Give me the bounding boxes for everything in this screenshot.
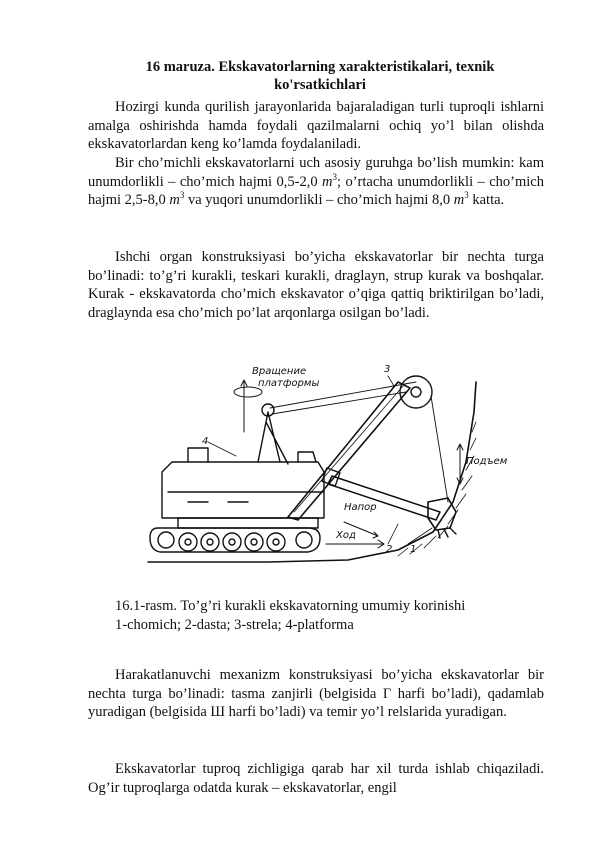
paragraph-2-text-d: katta. [468,192,505,209]
dipper-stick [328,476,440,520]
label-rotation-2: платформы [258,378,320,389]
label-num-4: 4 [202,436,209,447]
label-rotation-1: Вращение [252,366,307,377]
paragraph-4 [88,666,544,722]
paragraph-1 [88,98,544,154]
label-push: Напор [344,502,377,513]
paragraph-1-text: Hozirgi kunda qurilish jarayonlarida bajaraladigan turli tuproqli ishlarni amalga oshirishda hamda foydali qazilmalarni ochiq yo’l bilan olishda ekskavatorlardan keng ko’lamda foydalaniladi. [88,99,544,153]
platform-body [162,462,324,518]
paragraph-3-text: Ishchi organ konstruksiyasi bo’yicha ekskavatorlar bir nechta turga bo’linadi: to’g’ri kurakli, teskari kurakli, draglayn, strup kurak va boshqalar. Kurak - ekskavatorda cho’mich ekskavator o’qiga qattiq briktirilgan bo’ladi, draglaynda esa cho’mich po’lat arqonlarga osilgan bo’ladi. [88,249,544,322]
figure-caption-1: 16.1-rasm. To’g’ri kurakli ekskavatorning umumiy korinishi [115,598,466,614]
a-frame [258,412,288,464]
travel-arrow [326,540,384,548]
crawler-tracks [150,528,320,552]
paragraph-3 [88,248,544,323]
page-title [60,58,580,94]
excavator-figure [148,352,508,567]
ground-line [148,382,476,562]
unit-exp-3: 3 [464,190,469,201]
paragraph-5-text: Ekskavatorlar tuproq zichligiga qarab har xil turda ishlab chiqaziladi. Og’ir tuproqlarga odatda kurak – ekskavatorlar, engil [88,761,544,796]
paragraph-2-text-a: Bir cho’michli ekskavatorlarni uch asosiy guruhga bo’lish mumkin: kam unumdorlikli – cho’mich hajmi 0,5-2,0 [88,155,544,190]
unit-m-2: m [169,192,180,209]
lift-arrow [457,444,463,484]
paragraph-2-text-c: va yuqori unumdorlikli – cho’mich hajmi 8,0 [184,192,454,209]
excavator-drawing [148,352,508,567]
title-line-1: 16 maruza. Ekskavatorlarning xarakteristikalari, texnik [145,59,495,75]
paragraph-4-text: Harakatlanuvchi mexanizm konstruksiyasi bo’yicha ekskavatorlar bir nechta turga bo’linadi: tasma zanjirli (belgisida Г harfi bo’ladi), qadamlab yuradigan (belgisida Ш harfi bo’ladi) va temir yo’l relslarida yuradigan. [88,667,544,721]
figure-caption-2: 1-chomich; 2-dasta; 3-strela; 4-platforma [115,617,354,633]
unit-exp-2: 3 [179,190,185,201]
paragraph-5 [88,760,544,797]
ground-hatch [398,422,476,556]
label-lift: Подъем [466,456,508,467]
label-num-3: 3 [384,364,391,375]
paragraph-2 [88,154,544,210]
label-num-2: 2 [386,544,393,555]
unit-exp-1: 3 [332,171,337,182]
paragraph-2-text-b: ; o’rtacha unumdorlikli – cho’mich hajmi 2,5-8,0 [88,173,544,209]
title-line-2: ko'rsatkichlari [274,77,366,93]
boom [288,382,410,520]
label-num-1: 1 [410,544,417,555]
unit-m-1: m [322,173,333,190]
label-travel: Ход [336,530,356,541]
unit-m-3: m [453,192,465,209]
